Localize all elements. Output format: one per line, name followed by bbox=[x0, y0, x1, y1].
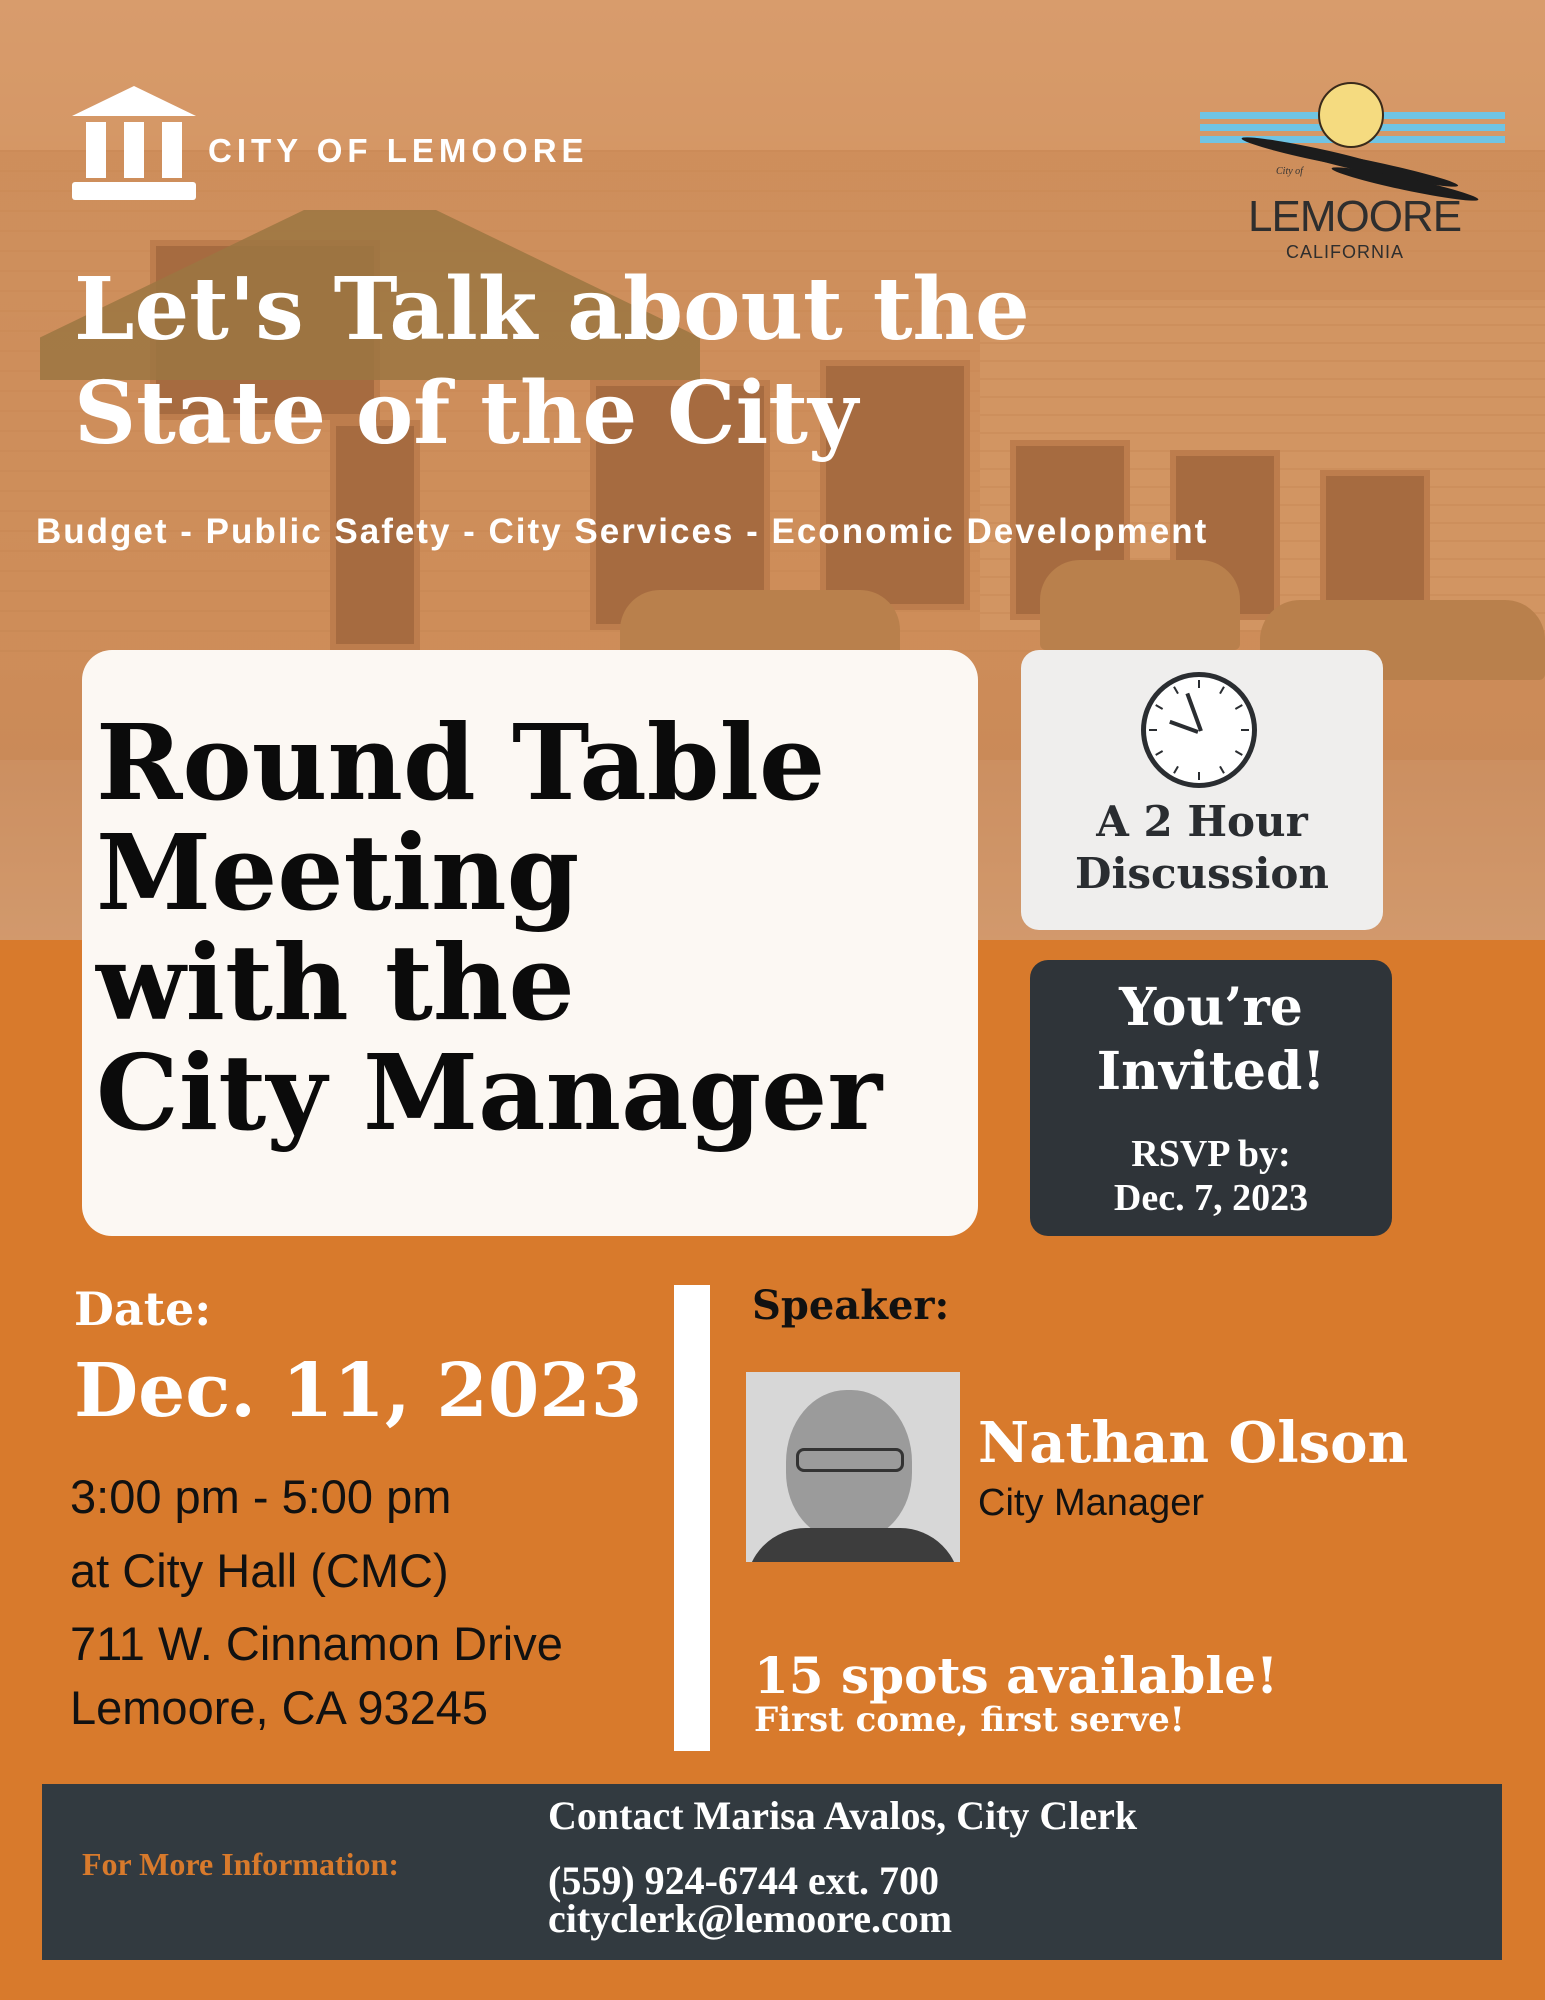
rsvp-date: Dec. 7, 2023 bbox=[1113, 1177, 1309, 1219]
event-time: 3:00 pm - 5:00 pm bbox=[70, 1470, 452, 1523]
sun-icon bbox=[1318, 82, 1384, 148]
contact-person: Contact Marisa Avalos, City Clerk bbox=[548, 1793, 1138, 1838]
city-hall-logo-icon bbox=[72, 86, 196, 204]
first-come-note: First come, first serve! bbox=[754, 1700, 1185, 1740]
event-time-venue bbox=[70, 1460, 451, 1608]
address-line-1: 711 W. Cinnamon Drive bbox=[70, 1617, 563, 1670]
date-label: Date: bbox=[74, 1282, 212, 1336]
duration-text bbox=[1021, 796, 1383, 900]
headline bbox=[74, 258, 1174, 466]
spots-available: 15 spots available! bbox=[754, 1646, 1279, 1705]
event-address bbox=[70, 1612, 563, 1740]
speaker-role: City Manager bbox=[978, 1482, 1204, 1524]
logo-state: CALIFORNIA bbox=[1286, 242, 1405, 262]
event-date: Dec. 11, 2023 bbox=[74, 1348, 643, 1434]
invite-card bbox=[1030, 960, 1392, 1236]
invite-line-2: Invited! bbox=[1096, 1041, 1326, 1102]
invite-heading bbox=[1030, 976, 1392, 1104]
meeting-title-line-4: City Manager bbox=[96, 1031, 883, 1154]
logo-small-text: City of bbox=[1276, 166, 1303, 177]
logo-name: LEMOORE bbox=[1248, 192, 1462, 241]
rsvp-label: RSVP by: bbox=[1131, 1133, 1291, 1175]
speaker-photo bbox=[746, 1372, 960, 1562]
meeting-title bbox=[96, 701, 966, 1154]
section-divider bbox=[674, 1285, 710, 1751]
speaker-label: Speaker: bbox=[752, 1282, 950, 1329]
event-venue: at City Hall (CMC) bbox=[70, 1544, 449, 1597]
city-name: CITY OF LEMOORE bbox=[208, 132, 589, 169]
invite-line-1: You’re bbox=[1119, 977, 1303, 1038]
meeting-title-card bbox=[82, 650, 978, 1236]
headline-line-2: State of the City bbox=[74, 363, 858, 464]
contact-email[interactable]: cityclerk@lemoore.com bbox=[548, 1896, 953, 1941]
clock-icon bbox=[1141, 672, 1257, 788]
rsvp-info bbox=[1030, 1132, 1392, 1220]
duration-line-1: A 2 Hour bbox=[1096, 797, 1308, 846]
duration-line-2: Discussion bbox=[1075, 849, 1329, 898]
contact-bar bbox=[42, 1784, 1502, 1960]
meeting-title-line-2: Meeting bbox=[96, 811, 580, 934]
meeting-title-line-1: Round Table bbox=[96, 701, 826, 824]
address-line-2: Lemoore, CA 93245 bbox=[70, 1681, 489, 1734]
speaker-name: Nathan Olson bbox=[978, 1410, 1409, 1476]
more-info-label: For More Information: bbox=[82, 1846, 399, 1882]
duration-card bbox=[1021, 650, 1383, 930]
meeting-title-line-3: with the bbox=[96, 921, 575, 1044]
topics-list: Budget - Public Safety - City Services - Economic Development bbox=[36, 512, 1209, 551]
lemoore-california-logo bbox=[1200, 82, 1505, 262]
contact-phone[interactable]: (559) 924-6744 ext. 700 bbox=[548, 1858, 940, 1903]
headline-line-1: Let's Talk about the bbox=[74, 259, 1030, 360]
